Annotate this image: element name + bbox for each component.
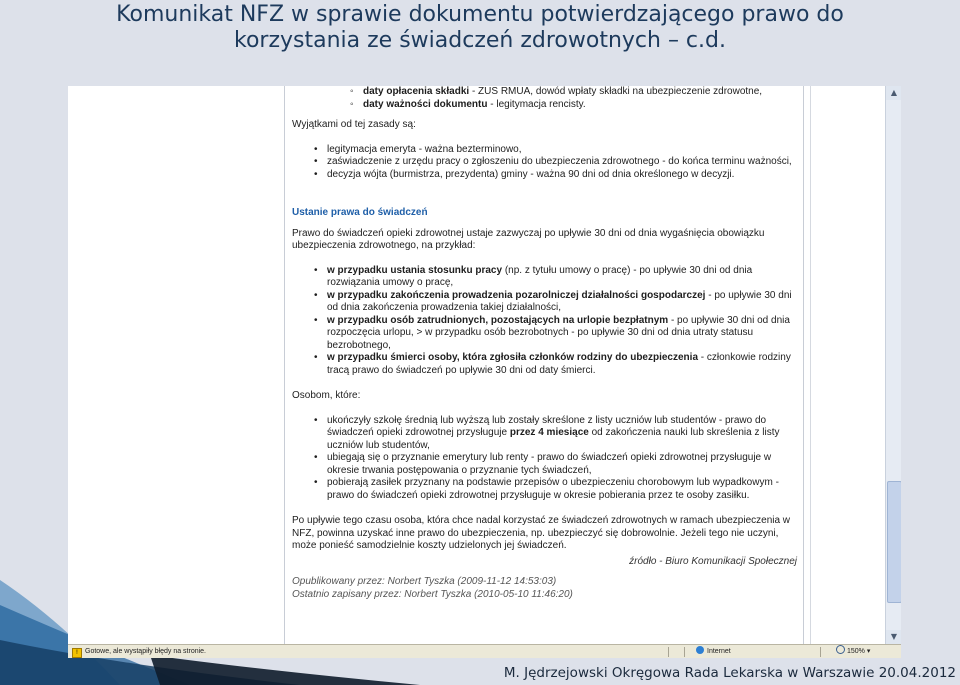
browser-screenshot bbox=[68, 86, 901, 658]
zone-indicator: Internet bbox=[696, 645, 731, 658]
slide-title bbox=[0, 2, 960, 54]
list-item: • w przypadku śmierci osoby, która zgłosiła członków rodziny do ubezpieczenia - członkowie rodziny tracą prawo do świadczeń po upływie 30 dni od daty śmierci. bbox=[292, 352, 797, 377]
scroll-down-arrow-icon[interactable]: ▼ bbox=[886, 630, 901, 644]
exceptions-list bbox=[292, 144, 797, 182]
list-item: • pobierają zasiłek przyznany na podstawie przepisów o ubezpieczeniu chorobowym lub wypadkowym - prawo do świadczeń opieki zdrowotnej przysługuje w okresie pobierania przez te osoby zasiłku. bbox=[292, 477, 797, 502]
list-item: • w przypadku osób zatrudnionych, pozostających na urlopie bezpłatnym - po upływie 30 dni od dnia rozpoczęcia urlopu, > w przypadku osób bezrobotnych - po upływie 30 dni od dnia utraty statusu bezrobotnego, bbox=[292, 315, 797, 353]
persons-intro: Osobom, które: bbox=[292, 390, 361, 401]
zoom-control[interactable]: 150% ▾ bbox=[836, 645, 870, 658]
section-title: Ustanie prawa do świadczeń bbox=[292, 207, 428, 218]
list-item: • ubiegają się o przyznanie emerytury lub renty - prawo do świadczeń opieki zdrowotnej przysługuje w okresie trwania postępowania o przyznanie tych świadczeń, bbox=[292, 452, 797, 477]
slide-footer: M. Jędrzejowski Okręgowa Rada Lekarska w Warszawie 20.04.2012 bbox=[503, 665, 956, 681]
warning-icon[interactable]: ! bbox=[72, 648, 82, 658]
vertical-scrollbar[interactable] bbox=[885, 86, 901, 644]
list-item: • ukończyły szkołę średnią lub wyższą lub zostały skreślone z listy uczniów lub studentów - prawo do świadczeń opieki zdrowotnej przysługuje przez 4 miesiące od zakończenia nauki lub skreślenia z listy uczniów lub studentów, bbox=[292, 415, 797, 453]
list-item: • zaświadczenie z urzędu pracy o zgłoszeniu do ubezpieczenia zdrowotnego - do końca terminu ważności, bbox=[292, 156, 797, 169]
article-content bbox=[292, 86, 797, 601]
section-intro: Prawo do świadczeń opieki zdrowotnej ustaje zazwyczaj po upływie 30 dni od dnia wygaśnięcia obowiązku ubezpieczenia zdrowotnego, na przykład: bbox=[292, 227, 765, 251]
cases-list bbox=[292, 265, 797, 378]
left-column bbox=[68, 86, 285, 644]
scroll-thumb[interactable] bbox=[887, 481, 901, 603]
persons-list bbox=[292, 415, 797, 503]
list-item: • w przypadku ustania stosunku pracy (np. z tytułu umowy o pracę) - po upływie 30 dni od dnia rozwiązania umowy o pracę, bbox=[292, 265, 797, 290]
source-note: źródło - Biuro Komunikacji Społecznej bbox=[629, 555, 797, 567]
status-bar bbox=[68, 644, 901, 658]
published-info: Opublikowany przez: Norbert Tyszka (2009-11-12 14:53:03) bbox=[292, 576, 557, 587]
list-item: • decyzja wójta (burmistrza, prezydenta) gminy - ważna 90 dni od dnia określonego w decyzji. bbox=[292, 169, 797, 182]
list-item: ◦ daty ważności dokumentu - legitymacja rencisty. bbox=[292, 99, 797, 112]
slide-title-line-2: korzystania ze świadczeń zdrowotnych – c.d. bbox=[234, 28, 726, 53]
right-column bbox=[803, 86, 886, 644]
status-message[interactable]: ! Gotowe, ale wystąpiły błędy na stronie. bbox=[72, 645, 206, 658]
top-list bbox=[292, 86, 797, 111]
saved-info: Ostatnio zapisany przez: Norbert Tyszka (2010-05-10 11:46:20) bbox=[292, 588, 573, 600]
closing-paragraph: Po upływie tego czasu osoba, która chce nadal korzystać ze świadczeń zdrowotnych w ramach ubezpieczenia w NFZ, powinna uzyskać inne prawo do ubezpieczenia, np. ubezpieczyć się dobrowolnie. Jeżeli tego nie uczyni, może ponieść samodzielnie koszty udzielonych jej świadczeń. bbox=[292, 515, 791, 551]
exceptions-intro: Wyjątkami od tej zasady są: bbox=[292, 119, 416, 130]
globe-icon bbox=[696, 646, 704, 654]
list-item: ◦ daty opłacenia składki - ZUS RMUA, dowód wpłaty składki na ubezpieczenie zdrowotne, bbox=[292, 86, 797, 99]
scroll-up-arrow-icon[interactable]: ▲ bbox=[886, 86, 901, 100]
list-item: • legitymacja emeryta - ważna bezterminowo, bbox=[292, 144, 797, 157]
zoom-icon[interactable] bbox=[836, 645, 845, 654]
slide-title-line-1: Komunikat NFZ w sprawie dokumentu potwierdzającego prawo do bbox=[116, 2, 844, 27]
list-item: • w przypadku zakończenia prowadzenia pozarolniczej działalności gospodarczej - po upływie 30 dni od dnia zakończenia prowadzenia takiej działalności, bbox=[292, 290, 797, 315]
